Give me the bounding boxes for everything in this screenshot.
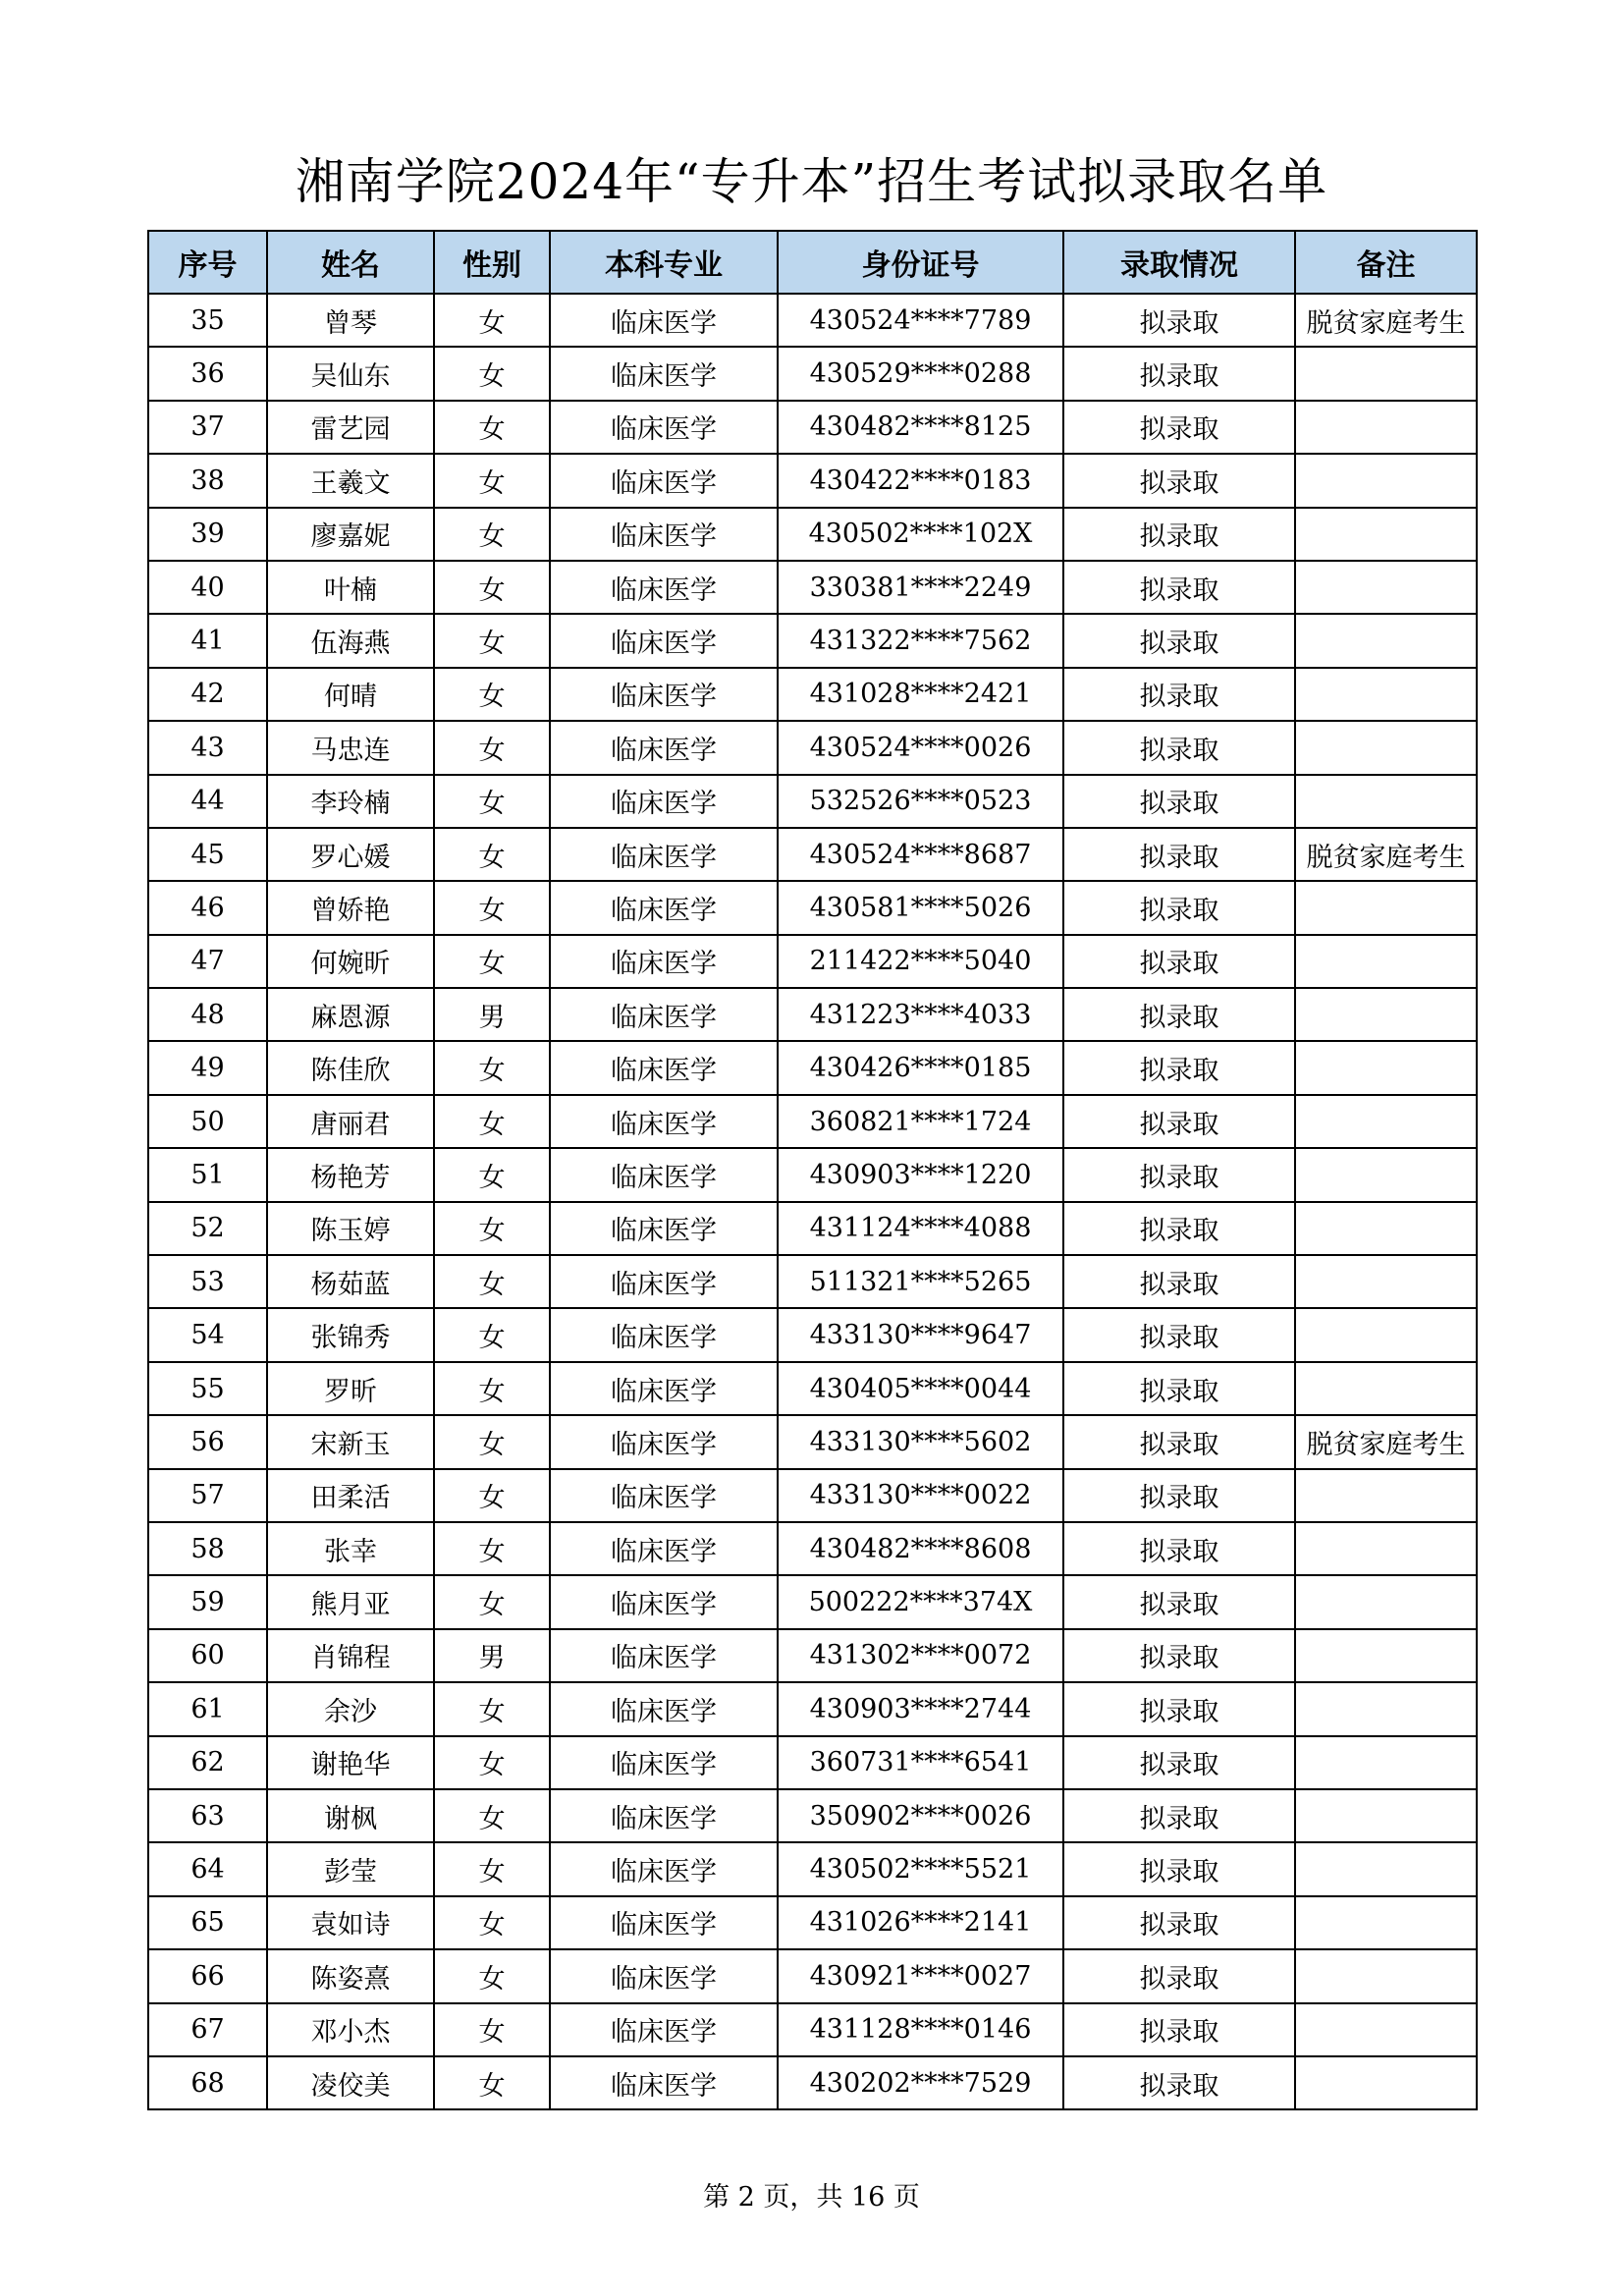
- cell-seq: 67: [148, 2003, 267, 2056]
- cell-id-number: 430502****102X: [778, 508, 1063, 561]
- cell-name: 曾琴: [267, 294, 434, 347]
- cell-name: 熊月亚: [267, 1575, 434, 1628]
- cell-note: [1295, 1362, 1477, 1415]
- table-row: [148, 1041, 1477, 1094]
- cell-seq: 48: [148, 988, 267, 1041]
- cell-seq: 36: [148, 347, 267, 400]
- page-title: 湘南学院2024年“专升本”招生考试拟录取名单: [295, 153, 1328, 210]
- cell-gender: 女: [434, 294, 550, 347]
- table-row: [148, 2056, 1477, 2109]
- cell-gender: 女: [434, 508, 550, 561]
- table-row: [148, 1575, 1477, 1628]
- cell-seq: 35: [148, 294, 267, 347]
- cell-note: [1295, 1682, 1477, 1735]
- cell-major: 临床医学: [550, 775, 778, 828]
- cell-name: 杨艳芳: [267, 1148, 434, 1201]
- col-header-gender: 性别: [434, 231, 550, 294]
- cell-name: 叶楠: [267, 561, 434, 614]
- cell-id-number: 431124****4088: [778, 1202, 1063, 1255]
- cell-id-number: 350902****0026: [778, 1789, 1063, 1842]
- cell-id-number: 532526****0523: [778, 775, 1063, 828]
- cell-id-number: 430921****0027: [778, 1949, 1063, 2002]
- cell-major: 临床医学: [550, 2056, 778, 2109]
- cell-major: 临床医学: [550, 1789, 778, 1842]
- cell-name: 宋新玉: [267, 1415, 434, 1468]
- cell-name: 麻恩源: [267, 988, 434, 1041]
- cell-major: 临床医学: [550, 1415, 778, 1468]
- table-row: [148, 1896, 1477, 1949]
- cell-name: 田柔活: [267, 1469, 434, 1522]
- cell-note: [1295, 1095, 1477, 1148]
- cell-seq: 55: [148, 1362, 267, 1415]
- cell-note: [1295, 1896, 1477, 1949]
- cell-id-number: 360821****1724: [778, 1095, 1063, 1148]
- cell-gender: 女: [434, 881, 550, 934]
- cell-seq: 60: [148, 1629, 267, 1682]
- cell-note: [1295, 668, 1477, 721]
- cell-id-number: 431302****0072: [778, 1629, 1063, 1682]
- cell-major: 临床医学: [550, 1095, 778, 1148]
- cell-gender: 女: [434, 561, 550, 614]
- cell-status: 拟录取: [1063, 294, 1295, 347]
- table-body: [148, 294, 1477, 2109]
- table-header-row: [148, 231, 1477, 294]
- table-row: [148, 775, 1477, 828]
- cell-status: 拟录取: [1063, 1202, 1295, 1255]
- cell-major: 临床医学: [550, 1575, 778, 1628]
- cell-name: 曾娇艳: [267, 881, 434, 934]
- cell-name: 廖嘉妮: [267, 508, 434, 561]
- cell-seq: 41: [148, 614, 267, 667]
- cell-gender: 女: [434, 1415, 550, 1468]
- table-row: [148, 401, 1477, 454]
- cell-id-number: 430581****5026: [778, 881, 1063, 934]
- cell-major: 临床医学: [550, 561, 778, 614]
- table-row: [148, 614, 1477, 667]
- cell-note: [1295, 454, 1477, 507]
- cell-id-number: 430903****2744: [778, 1682, 1063, 1735]
- cell-gender: 男: [434, 988, 550, 1041]
- cell-id-number: 431128****0146: [778, 2003, 1063, 2056]
- cell-note: [1295, 1842, 1477, 1895]
- cell-major: 临床医学: [550, 2003, 778, 2056]
- cell-note: 脱贫家庭考生: [1295, 1415, 1477, 1468]
- cell-name: 陈玉婷: [267, 1202, 434, 1255]
- cell-seq: 42: [148, 668, 267, 721]
- cell-note: [1295, 1736, 1477, 1789]
- table-row: [148, 347, 1477, 400]
- cell-gender: 女: [434, 614, 550, 667]
- cell-id-number: 431026****2141: [778, 1896, 1063, 1949]
- cell-seq: 68: [148, 2056, 267, 2109]
- cell-name: 袁如诗: [267, 1896, 434, 1949]
- cell-id-number: 433130****5602: [778, 1415, 1063, 1468]
- cell-major: 临床医学: [550, 1842, 778, 1895]
- cell-name: 李玲楠: [267, 775, 434, 828]
- cell-seq: 53: [148, 1255, 267, 1308]
- col-header-seq: 序号: [148, 231, 267, 294]
- cell-note: [1295, 1255, 1477, 1308]
- cell-major: 临床医学: [550, 347, 778, 400]
- cell-seq: 63: [148, 1789, 267, 1842]
- cell-status: 拟录取: [1063, 1041, 1295, 1094]
- cell-gender: 女: [434, 2056, 550, 2109]
- cell-major: 临床医学: [550, 828, 778, 881]
- cell-id-number: 430524****8687: [778, 828, 1063, 881]
- cell-seq: 37: [148, 401, 267, 454]
- table-row: [148, 1842, 1477, 1895]
- table-row: [148, 1789, 1477, 1842]
- cell-major: 临床医学: [550, 1041, 778, 1094]
- table-row: [148, 2003, 1477, 2056]
- cell-name: 陈姿熹: [267, 1949, 434, 2002]
- cell-major: 临床医学: [550, 1896, 778, 1949]
- cell-note: [1295, 561, 1477, 614]
- cell-name: 谢艳华: [267, 1736, 434, 1789]
- cell-gender: 女: [434, 828, 550, 881]
- cell-seq: 62: [148, 1736, 267, 1789]
- cell-id-number: 430202****7529: [778, 2056, 1063, 2109]
- cell-note: [1295, 935, 1477, 988]
- cell-gender: 女: [434, 1842, 550, 1895]
- cell-name: 肖锦程: [267, 1629, 434, 1682]
- cell-gender: 女: [434, 347, 550, 400]
- cell-gender: 女: [434, 1469, 550, 1522]
- cell-id-number: 211422****5040: [778, 935, 1063, 988]
- cell-seq: 38: [148, 454, 267, 507]
- cell-name: 马忠连: [267, 721, 434, 774]
- page-footer: 第 2 页，共 16 页: [703, 2182, 920, 2213]
- table-row: [148, 1949, 1477, 2002]
- cell-id-number: 430422****0183: [778, 454, 1063, 507]
- cell-seq: 47: [148, 935, 267, 988]
- cell-status: 拟录取: [1063, 1842, 1295, 1895]
- cell-gender: 女: [434, 668, 550, 721]
- cell-seq: 66: [148, 1949, 267, 2002]
- cell-note: [1295, 881, 1477, 934]
- cell-seq: 52: [148, 1202, 267, 1255]
- table-row: [148, 1522, 1477, 1575]
- table-row: [148, 935, 1477, 988]
- cell-status: 拟录取: [1063, 775, 1295, 828]
- cell-note: [1295, 1629, 1477, 1682]
- cell-major: 临床医学: [550, 294, 778, 347]
- cell-major: 临床医学: [550, 1202, 778, 1255]
- cell-status: 拟录取: [1063, 347, 1295, 400]
- cell-status: 拟录取: [1063, 2056, 1295, 2109]
- cell-gender: 女: [434, 935, 550, 988]
- cell-name: 罗昕: [267, 1362, 434, 1415]
- cell-status: 拟录取: [1063, 935, 1295, 988]
- cell-major: 临床医学: [550, 881, 778, 934]
- table-row: [148, 1415, 1477, 1468]
- cell-status: 拟录取: [1063, 508, 1295, 561]
- cell-id-number: 430426****0185: [778, 1041, 1063, 1094]
- col-header-note: 备注: [1295, 231, 1477, 294]
- cell-id-number: 500222****374X: [778, 1575, 1063, 1628]
- cell-note: [1295, 614, 1477, 667]
- cell-name: 张锦秀: [267, 1308, 434, 1361]
- cell-status: 拟录取: [1063, 1095, 1295, 1148]
- table-row: [148, 454, 1477, 507]
- cell-status: 拟录取: [1063, 1415, 1295, 1468]
- table-row: [148, 1255, 1477, 1308]
- cell-id-number: 430502****5521: [778, 1842, 1063, 1895]
- table-row: [148, 668, 1477, 721]
- cell-major: 临床医学: [550, 614, 778, 667]
- cell-note: [1295, 1575, 1477, 1628]
- cell-status: 拟录取: [1063, 1629, 1295, 1682]
- cell-note: [1295, 1469, 1477, 1522]
- cell-name: 彭莹: [267, 1842, 434, 1895]
- cell-name: 余沙: [267, 1682, 434, 1735]
- cell-major: 临床医学: [550, 1308, 778, 1361]
- cell-id-number: 430529****0288: [778, 347, 1063, 400]
- cell-note: [1295, 1148, 1477, 1201]
- cell-gender: 女: [434, 1308, 550, 1361]
- cell-status: 拟录取: [1063, 1148, 1295, 1201]
- cell-seq: 56: [148, 1415, 267, 1468]
- cell-status: 拟录取: [1063, 454, 1295, 507]
- table-row: [148, 508, 1477, 561]
- cell-id-number: 431223****4033: [778, 988, 1063, 1041]
- cell-major: 临床医学: [550, 1469, 778, 1522]
- cell-id-number: 430524****7789: [778, 294, 1063, 347]
- cell-name: 王羲文: [267, 454, 434, 507]
- cell-gender: 女: [434, 775, 550, 828]
- table-row: [148, 561, 1477, 614]
- cell-seq: 39: [148, 508, 267, 561]
- table-row: [148, 1148, 1477, 1201]
- cell-name: 谢枫: [267, 1789, 434, 1842]
- table-row: [148, 1629, 1477, 1682]
- cell-major: 临床医学: [550, 401, 778, 454]
- table-row: [148, 721, 1477, 774]
- cell-id-number: 433130****0022: [778, 1469, 1063, 1522]
- cell-name: 邓小杰: [267, 2003, 434, 2056]
- cell-status: 拟录取: [1063, 1308, 1295, 1361]
- cell-name: 凌佼美: [267, 2056, 434, 2109]
- cell-status: 拟录取: [1063, 1896, 1295, 1949]
- cell-major: 临床医学: [550, 508, 778, 561]
- col-header-status: 录取情况: [1063, 231, 1295, 294]
- cell-name: 雷艺园: [267, 401, 434, 454]
- cell-status: 拟录取: [1063, 828, 1295, 881]
- cell-gender: 女: [434, 1095, 550, 1148]
- cell-note: [1295, 721, 1477, 774]
- cell-seq: 49: [148, 1041, 267, 1094]
- cell-seq: 58: [148, 1522, 267, 1575]
- cell-major: 临床医学: [550, 1949, 778, 2002]
- cell-seq: 61: [148, 1682, 267, 1735]
- cell-gender: 女: [434, 1896, 550, 1949]
- table-row: [148, 294, 1477, 347]
- cell-gender: 女: [434, 401, 550, 454]
- cell-note: [1295, 1041, 1477, 1094]
- cell-status: 拟录取: [1063, 1736, 1295, 1789]
- col-header-id-number: 身份证号: [778, 231, 1063, 294]
- cell-id-number: 511321****5265: [778, 1255, 1063, 1308]
- cell-status: 拟录取: [1063, 988, 1295, 1041]
- cell-major: 临床医学: [550, 1522, 778, 1575]
- cell-id-number: 430524****0026: [778, 721, 1063, 774]
- cell-note: [1295, 2056, 1477, 2109]
- cell-note: [1295, 401, 1477, 454]
- cell-major: 临床医学: [550, 1255, 778, 1308]
- cell-note: [1295, 1308, 1477, 1361]
- cell-id-number: 430482****8125: [778, 401, 1063, 454]
- cell-major: 临床医学: [550, 988, 778, 1041]
- cell-major: 临床医学: [550, 1682, 778, 1735]
- cell-status: 拟录取: [1063, 1469, 1295, 1522]
- cell-name: 何晴: [267, 668, 434, 721]
- cell-gender: 女: [434, 1202, 550, 1255]
- cell-seq: 57: [148, 1469, 267, 1522]
- col-header-major: 本科专业: [550, 231, 778, 294]
- cell-gender: 女: [434, 2003, 550, 2056]
- table-row: [148, 828, 1477, 881]
- cell-status: 拟录取: [1063, 561, 1295, 614]
- cell-status: 拟录取: [1063, 1575, 1295, 1628]
- cell-name: 陈佳欣: [267, 1041, 434, 1094]
- cell-note: [1295, 2003, 1477, 2056]
- cell-seq: 59: [148, 1575, 267, 1628]
- cell-seq: 40: [148, 561, 267, 614]
- cell-id-number: 330381****2249: [778, 561, 1063, 614]
- cell-status: 拟录取: [1063, 1682, 1295, 1735]
- cell-note: [1295, 1522, 1477, 1575]
- cell-name: 何婉昕: [267, 935, 434, 988]
- cell-id-number: 431028****2421: [778, 668, 1063, 721]
- cell-gender: 女: [434, 454, 550, 507]
- cell-note: [1295, 508, 1477, 561]
- cell-id-number: 433130****9647: [778, 1308, 1063, 1361]
- cell-seq: 51: [148, 1148, 267, 1201]
- cell-id-number: 430405****0044: [778, 1362, 1063, 1415]
- cell-name: 伍海燕: [267, 614, 434, 667]
- cell-seq: 46: [148, 881, 267, 934]
- cell-gender: 女: [434, 1148, 550, 1201]
- cell-gender: 女: [434, 1789, 550, 1842]
- table-row: [148, 1362, 1477, 1415]
- cell-gender: 女: [434, 1362, 550, 1415]
- cell-major: 临床医学: [550, 935, 778, 988]
- cell-id-number: 360731****6541: [778, 1736, 1063, 1789]
- cell-name: 吴仙东: [267, 347, 434, 400]
- cell-major: 临床医学: [550, 721, 778, 774]
- table-row: [148, 1095, 1477, 1148]
- cell-major: 临床医学: [550, 454, 778, 507]
- cell-seq: 43: [148, 721, 267, 774]
- cell-seq: 50: [148, 1095, 267, 1148]
- cell-major: 临床医学: [550, 1362, 778, 1415]
- table-row: [148, 1308, 1477, 1361]
- cell-note: [1295, 775, 1477, 828]
- cell-gender: 女: [434, 1682, 550, 1735]
- cell-gender: 女: [434, 1736, 550, 1789]
- cell-gender: 女: [434, 1255, 550, 1308]
- cell-seq: 54: [148, 1308, 267, 1361]
- cell-status: 拟录取: [1063, 881, 1295, 934]
- cell-status: 拟录取: [1063, 1789, 1295, 1842]
- cell-note: 脱贫家庭考生: [1295, 294, 1477, 347]
- cell-seq: 65: [148, 1896, 267, 1949]
- cell-note: [1295, 1202, 1477, 1255]
- cell-seq: 64: [148, 1842, 267, 1895]
- cell-gender: 男: [434, 1629, 550, 1682]
- cell-status: 拟录取: [1063, 2003, 1295, 2056]
- table-row: [148, 1202, 1477, 1255]
- cell-name: 唐丽君: [267, 1095, 434, 1148]
- cell-status: 拟录取: [1063, 401, 1295, 454]
- cell-note: 脱贫家庭考生: [1295, 828, 1477, 881]
- cell-status: 拟录取: [1063, 721, 1295, 774]
- cell-note: [1295, 988, 1477, 1041]
- cell-name: 罗心媛: [267, 828, 434, 881]
- table-row: [148, 881, 1477, 934]
- cell-note: [1295, 1949, 1477, 2002]
- table-row: [148, 1682, 1477, 1735]
- cell-major: 临床医学: [550, 1629, 778, 1682]
- cell-major: 临床医学: [550, 1148, 778, 1201]
- cell-id-number: 430482****8608: [778, 1522, 1063, 1575]
- cell-gender: 女: [434, 1949, 550, 2002]
- cell-note: [1295, 347, 1477, 400]
- cell-gender: 女: [434, 1575, 550, 1628]
- cell-status: 拟录取: [1063, 1949, 1295, 2002]
- cell-status: 拟录取: [1063, 1362, 1295, 1415]
- cell-gender: 女: [434, 1041, 550, 1094]
- cell-id-number: 431322****7562: [778, 614, 1063, 667]
- cell-id-number: 430903****1220: [778, 1148, 1063, 1201]
- cell-note: [1295, 1789, 1477, 1842]
- col-header-name: 姓名: [267, 231, 434, 294]
- cell-status: 拟录取: [1063, 1255, 1295, 1308]
- cell-status: 拟录取: [1063, 668, 1295, 721]
- table-row: [148, 1736, 1477, 1789]
- cell-status: 拟录取: [1063, 614, 1295, 667]
- cell-name: 杨茹蓝: [267, 1255, 434, 1308]
- table-row: [148, 988, 1477, 1041]
- table-row: [148, 1469, 1477, 1522]
- admission-table: [147, 230, 1478, 2110]
- cell-seq: 44: [148, 775, 267, 828]
- cell-major: 临床医学: [550, 1736, 778, 1789]
- cell-seq: 45: [148, 828, 267, 881]
- cell-gender: 女: [434, 1522, 550, 1575]
- cell-name: 张幸: [267, 1522, 434, 1575]
- cell-major: 临床医学: [550, 668, 778, 721]
- cell-status: 拟录取: [1063, 1522, 1295, 1575]
- cell-gender: 女: [434, 721, 550, 774]
